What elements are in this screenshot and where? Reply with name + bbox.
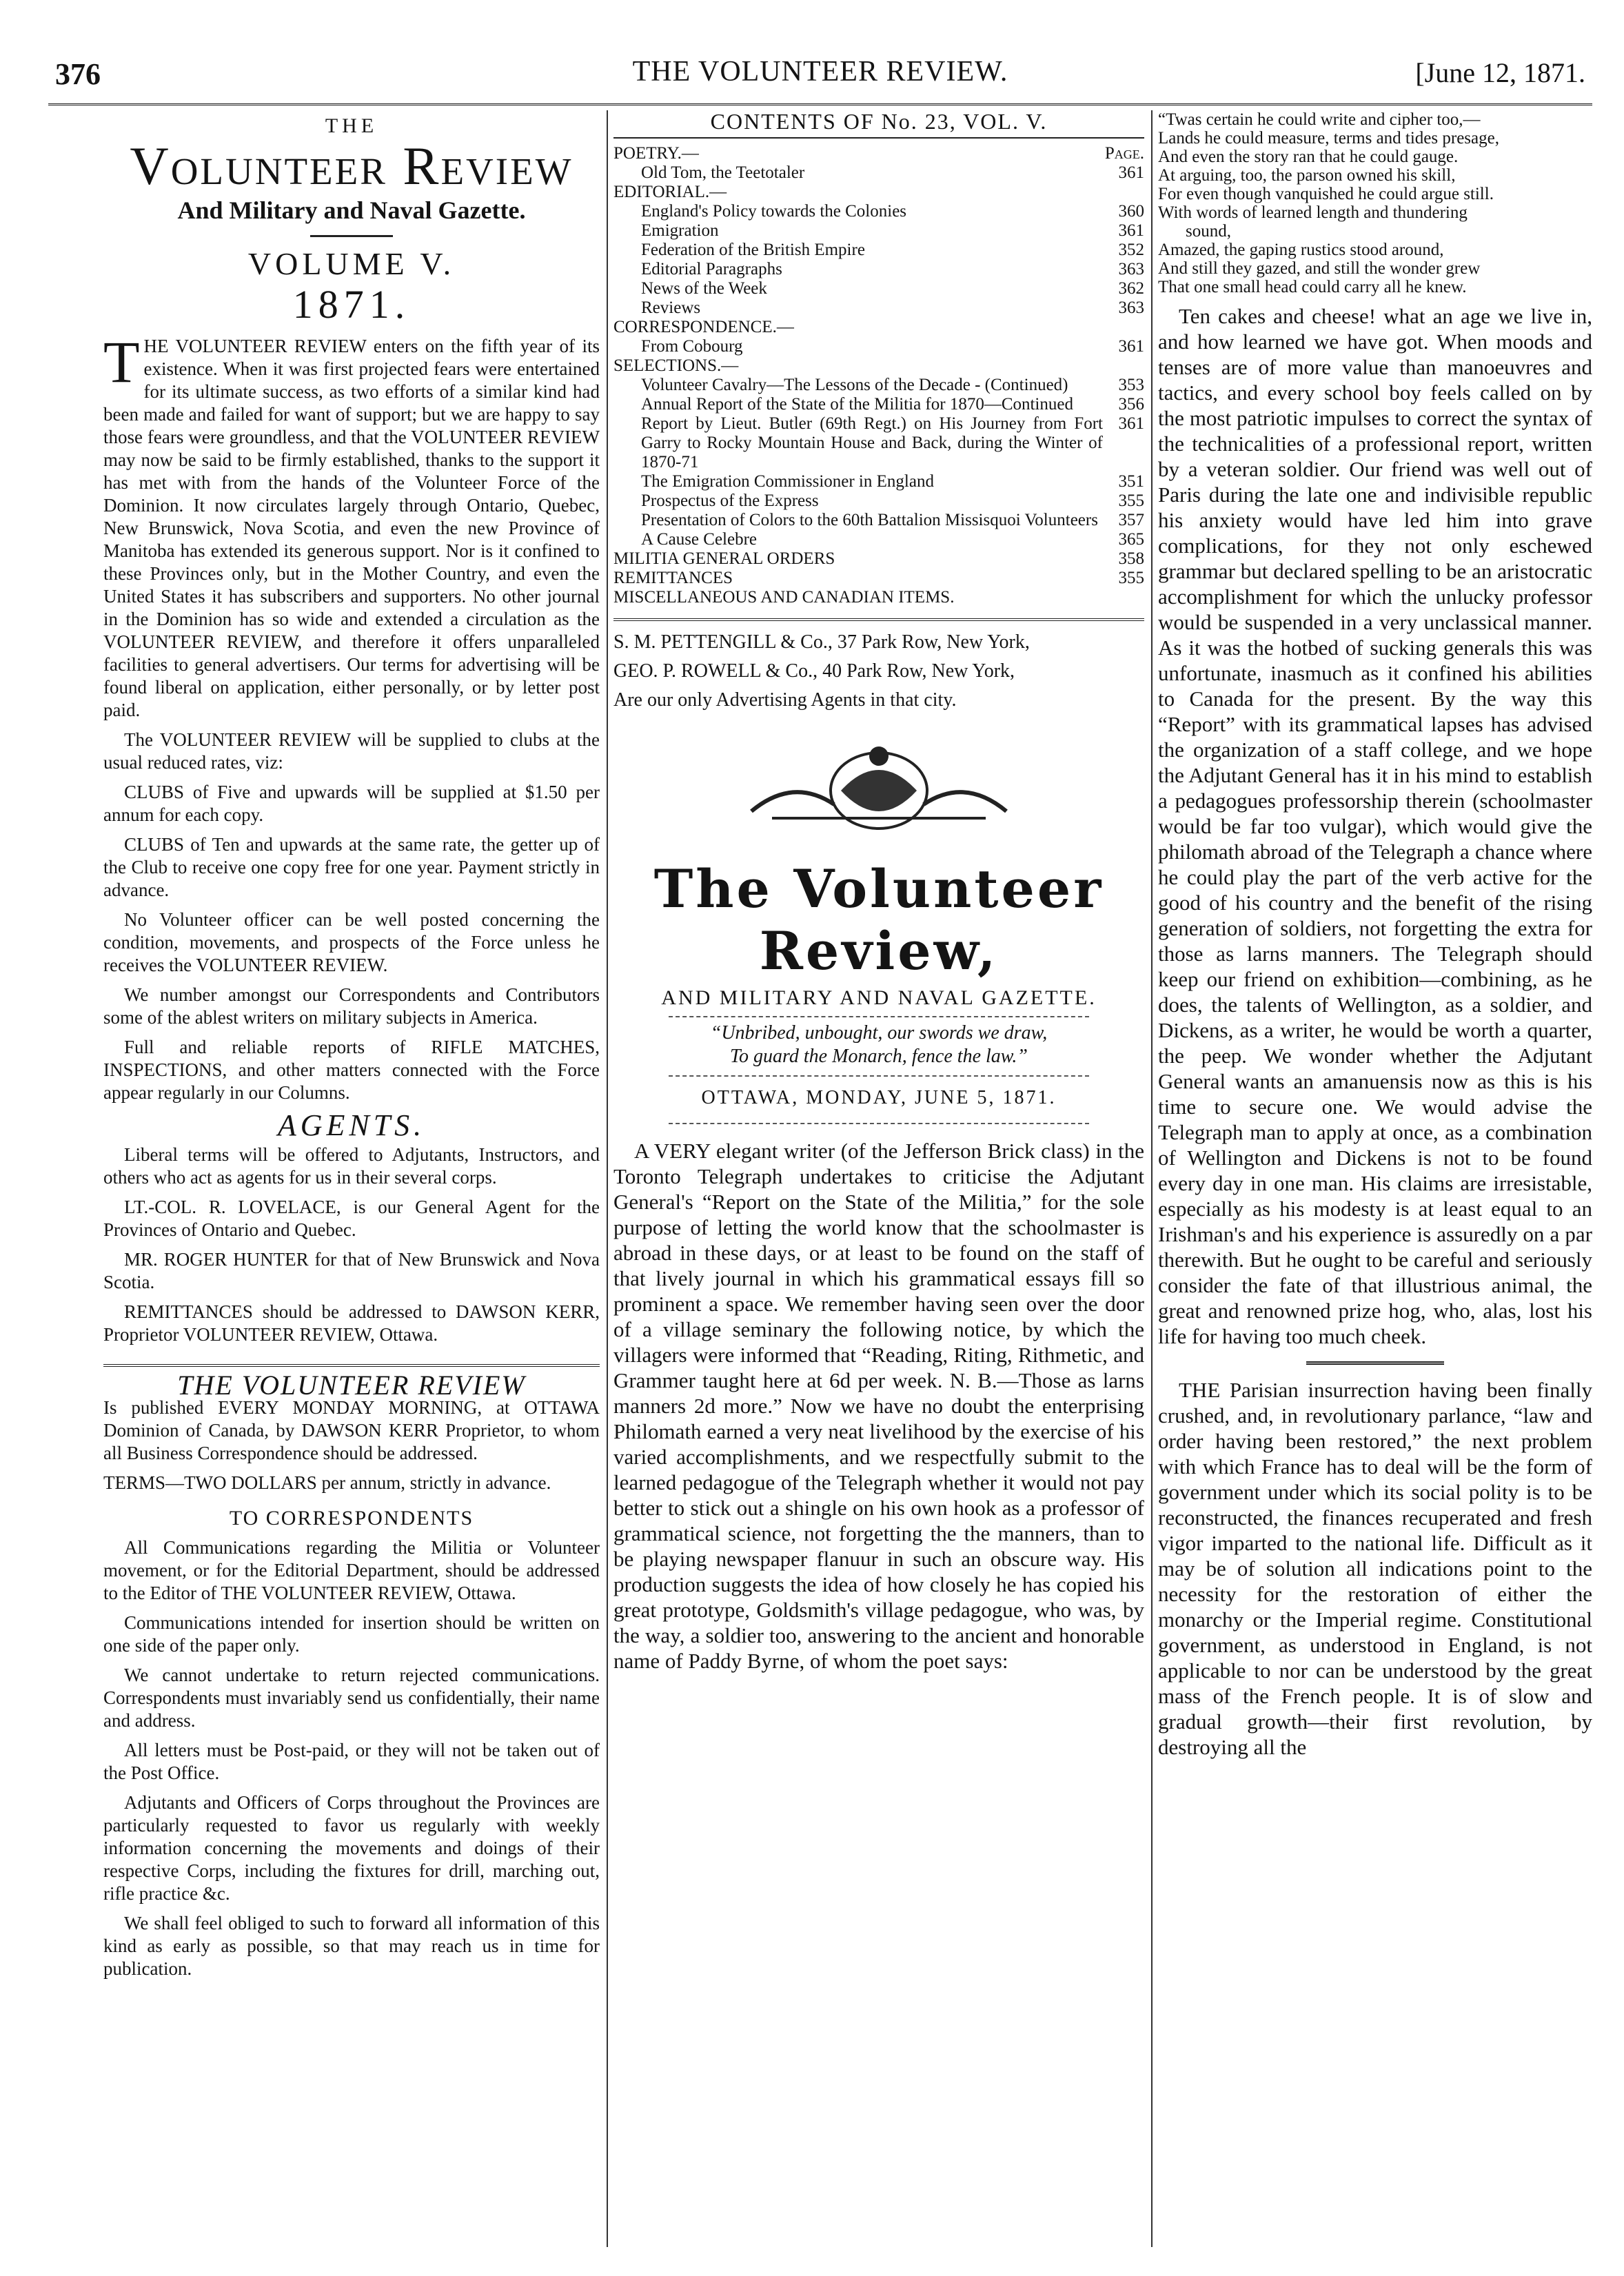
article-paragraph: A VERY elegant writer (of the Jefferson Brick class) in the Toronto Telegraph undertakes to criticise the Adjutant General's “Report on the State of the Militia,” for the sole purpose of letting the world know that the schoolmaster is abroad in these days, or at least to be found on the staff of that lively journal in which his grammatical essays fill so prominent a space. We remember having seen over the door of a village seminary the following notice, by which the villagers were informed that “Reading, Riting, Rithmetic, and Grammer taught here at 6d per week. N. B.—Those as larns manners 2d more.” Now we have no doubt the enterprising Philomath earned a very neat livelihood by the exercise of his varied accomplishments, and we respectfully submit to the learned pedagogue of the Telegraph whether it would not pay better to stick out a shingle on his own hook as a professor of grammatical science, not forgetting the the manners, than to be playing newspaper flanuur in such an obscure way. His production suggests the idea of how closely he has copied his great prototype, Goldsmith's village pedagogue, who was, by the way, a soldier too, answering to the ancient and honorable name of Paddy Byrne, of whom the poet says: — [613, 1139, 1144, 1673]
publish-heading: THE VOLUNTEER REVIEW — [103, 1364, 600, 1396]
poem-line: And even the story ran that he could gauge. — [1158, 148, 1459, 166]
correspondents-paragraph: Communications intended for insertion should be written on one side of the paper only. — [103, 1612, 600, 1656]
toc-item: REMITTANCES 355 — [613, 569, 1144, 587]
column-rule — [607, 110, 608, 2247]
running-header — [48, 41, 1592, 105]
agent-line: GEO. P. ROWELL & Co., 40 Park Row, New York, — [613, 660, 1015, 682]
poem-line: Amazed, the gaping rustics stood around, — [1158, 241, 1444, 259]
publish-paragraph: Is published EVERY MONDAY MORNING, at OTTAWA Dominion of Canada, by DAWSON KERR Proprietor, to whom all Business Correspondence should be addressed. — [103, 1397, 600, 1463]
agents-paragraph: LT.-COL. R. LOVELACE, is our General Agent for the Provinces of Ontario and Quebec. — [103, 1197, 600, 1240]
agents-paragraph: MR. ROGER HUNTER for that of New Brunswick and Nova Scotia. — [103, 1249, 600, 1292]
column-right — [1158, 110, 1592, 1767]
intro-paragraph: The VOLUNTEER REVIEW will be supplied to clubs at the usual reduced rates, viz: — [103, 729, 600, 773]
toc-section: EDITORIAL.— — [613, 183, 727, 201]
agents-paragraph: Liberal terms will be offered to Adjutants, Instructors, and others who act as agents for us in their several corps. — [103, 1144, 600, 1188]
divider — [669, 1075, 1089, 1077]
toc-item: Volunteer Cavalry—The Lessons of the Decade - (Continued) 353 — [641, 376, 1144, 394]
masthead-name: Volunteer Review — [130, 136, 574, 196]
poem-line: And still they gazed, and still the wonder grew — [1158, 259, 1481, 278]
toc-item: Editorial Paragraphs 363 — [641, 260, 1144, 278]
masthead-the: THE — [325, 114, 378, 137]
divider — [1306, 1361, 1444, 1365]
toc-section: SELECTIONS.— — [613, 356, 739, 375]
correspondents-paragraph: Adjutants and Officers of Corps throughout the Provinces are particularly requested to favor us regularly with weekly information concerning the movements and doings of their respective Corps, including the fixtures for drill, marching out, rifle practice &c. — [103, 1792, 600, 1904]
toc-item: Annual Report of the State of the Militia for 1870—Continued 356 — [641, 395, 1144, 414]
dateline: OTTAWA, MONDAY, JUNE 5, 1871. — [701, 1087, 1057, 1108]
poem-line: sound, — [1186, 222, 1231, 241]
divider — [669, 1016, 1089, 1017]
correspondents-paragraph: All Communications regarding the Militia or Volunteer movement, or for the Editorial Department, should be addressed to the Editor of THE VOLUNTEER REVIEW, Ottawa. — [103, 1537, 600, 1603]
contents-title: CONTENTS OF No. 23, VOL. V. — [613, 110, 1144, 139]
toc-item: MILITIA GENERAL ORDERS 358 — [613, 549, 1144, 568]
issue-date: [June 12, 1871. — [1415, 57, 1585, 88]
correspondents-paragraph: We cannot undertake to return rejected communications. Correspondents must invariably send us confidentially, their name and address. — [103, 1665, 600, 1731]
toc-item: Old Tom, the Teetotaler 361 — [641, 163, 1144, 182]
intro-paragraph: No Volunteer officer can be well posted concerning the condition, movements, and prospects of the Force unless he receives the VOLUNTEER REVIEW. — [103, 909, 600, 975]
toc-item: Prospectus of the Express 355 — [641, 491, 1144, 510]
toc-item: News of the Week 362 — [641, 279, 1144, 298]
toc-item: Presentation of Colors to the 60th Battalion Missisquoi Volunteers 357 — [641, 511, 1144, 529]
newspaper-page — [48, 41, 1592, 2247]
year-label: 1871. — [292, 282, 411, 327]
intro-paragraph: CLUBS of Five and upwards will be supplied at $1.50 per annum for each copy. — [103, 782, 600, 825]
paper-subtitle: AND MILITARY AND NAVAL GAZETTE. — [661, 986, 1097, 1009]
poem-line: Lands he could measure, terms and tides presage, — [1158, 129, 1499, 148]
intro-paragraph: CLUBS of Ten and upwards at the same rate, the getter up of the Club to receive one copy free for one year. Payment strictly in advance. — [103, 834, 600, 900]
page-number: 376 — [55, 57, 101, 91]
agents-paragraph: REMITTANCES should be addressed to DAWSON KERR, Proprietor VOLUNTEER REVIEW, Ottawa. — [103, 1301, 600, 1345]
poem-line: At arguing, too, the parson owned his skill, — [1158, 166, 1456, 185]
page-label: Page. — [1104, 144, 1144, 163]
article-paragraph: THE Parisian insurrection having been finally crushed, and, in revolutionary parlance, “law and order having been restored,” the next problem with which France has to deal will be the form of government under which its social polity is to be reconstructed, the finances recuperated and fresh vigor imparted to the national life. Difficult as it may be of solution all indications point to the necessity for the restoration of either the monarchy or the Imperial regime. Constitutional government, as understood in England, is not applicable to nor can be understood by the great mass of the French people. It is of slow and gradual growth—their first revolution, by destroying all the — [1158, 1378, 1592, 1759]
volume-label: VOLUME V. — [247, 246, 456, 281]
column-middle — [613, 110, 1144, 1680]
article-paragraph: Ten cakes and cheese! what an age we live in, and how learned we have got. When moods and tenses are of more value than manoeuvres and tactics, and every school boy feels called on by the most patriotic impulses to correct the syntax of the technicalities of a professional report, written by a veteran soldier. Our friend was well out of Paris during the late one and indivisible republic his anxiety would have led him into grave complications, for they not only eschewed grammar but declared spelling to be an aristocratic accomplishment for which the unlucky professor would be suspended in a very unclassical manner. As it was the hotbed of sucking generals this was unfortunate, inasmuch as it confined his abilities to Canada for the present. By the way this “Report” with its grammatical lapses has advised the organization of a staff college, and we hope the Adjutant General has it in his mind to establish a pedagogues professorship therein (schoolmaster would be far too vulgar), which would give the philomath abroad of the Telegraph a chance where he could play the part of the verb active for the good of his country and the benefit of the rising generation of soldiers, not forgetting the extra for those as larns manners. The Telegraph should keep our friend on exhibition—combining, as he does, the talents of Wellington, as a soldier, and Dickens, as a writer, he would be worth a quarter, the peep. We wonder whether the Adjutant General wants an amanuensis now as this is his time to secure one. We would advise the Telegraph man to apply at once, as a combination of Wellington and Dickens is not to be found every day in one man. His claims are irresistable, especially as his modesty is at least equal to an Irishman's and his experience is assuredly on a par therewith. But he ought to be careful and seriously consider the fate of that illustrious animal, the great and renowned prize hog, who, alas, lost his life for having too much cheek. — [1158, 304, 1592, 1348]
toc-section: CORRESPONDENCE.— — [613, 318, 794, 336]
motto: “Unbribed, unbought, our swords we draw, To guard the Monarch, fence the law.” — [710, 1022, 1048, 1067]
poem-line: With words of learned length and thundering — [1158, 203, 1468, 222]
intro-paragraph: THE VOLUNTEER REVIEW enters on the fifth year of its existence. When it was first projected fears were entertained for its ultimate success, as two efforts of a similar kind had been made and failed for want of support; but we are happy to say those fears were groundless, and that the VOLUNTEER REVIEW may now be said to be firmly established, thanks to the support it has met with from the hands of the Volunteer Force of the Dominion. It now circulates largely through Ontario, Quebec, New Brunswick, Nova Scotia, and even the new Province of Manitoba has extended its generous support. Nor is it confined to these Provinces only, but in the Mother Country, and even the United States it has subscribers and supporters. No other journal in the Dominion has so wide and extended a circulation as the VOLUNTEER REVIEW, and therefore it offers unparalleled facilities to general advertisers. Our terms for advertising will be found liberal on application, either personally, or by letter post paid. — [103, 329, 600, 720]
toc-item: Report by Lieut. Butler (69th Regt.) on His Journey from Fort Garry to Rocky Mountain House and Back, during the Winter of 1870-71 361 — [641, 414, 1144, 471]
toc-item: Reviews 363 — [641, 298, 1144, 317]
toc-item: A Cause Celebre 365 — [641, 530, 1144, 549]
toc-item: MISCELLANEOUS AND CANADIAN ITEMS. — [613, 588, 955, 607]
advertising-agents — [613, 618, 1144, 712]
toc-item: The Emigration Commissioner in England 351 — [641, 472, 1144, 491]
running-title: THE VOLUNTEER REVIEW. — [632, 56, 1008, 88]
correspondents-paragraph: We shall feel obliged to such to forward all information of this kind as early as possible, so that may reach us in time for publication. — [103, 1913, 600, 1979]
royal-arms-ornament — [613, 735, 1144, 839]
toc-item: From Cobourg 361 — [641, 337, 1144, 356]
column-left — [103, 110, 600, 1987]
intro-paragraph: Full and reliable reports of RIFLE MATCHES, INSPECTIONS, and other matters connected with the Force appear regularly in our Columns. — [103, 1037, 600, 1103]
column-rule — [1151, 110, 1153, 2247]
table-of-contents — [613, 144, 1144, 607]
toc-item: Federation of the British Empire 352 — [641, 241, 1144, 259]
correspondents-heading: TO CORRESPONDENTS — [229, 1507, 474, 1530]
divider — [310, 235, 393, 237]
toc-section: POETRY.— Page. — [613, 144, 1144, 163]
intro-paragraph: We number amongst our Correspondents and Contributors some of the ablest writers on military subjects in America. — [103, 984, 600, 1028]
masthead-subtitle: And Military and Naval Gazette. — [177, 196, 526, 224]
quoted-poem — [1158, 110, 1592, 296]
poem-line: That one small head could carry all he knew. — [1158, 278, 1467, 296]
divider — [669, 1123, 1089, 1124]
poem-line: “Twas certain he could write and cipher too,— — [1158, 110, 1481, 129]
agent-line: S. M. PETTENGILL & Co., 37 Park Row, New York, — [613, 631, 1030, 653]
agent-line: Are our only Advertising Agents in that city. — [613, 689, 957, 711]
editorial-body — [613, 1138, 1144, 1674]
poem-line: For even though vanquished he could argue still. — [1158, 185, 1494, 203]
publish-paragraph: TERMS—TWO DOLLARS per annum, strictly in advance. — [103, 1472, 551, 1493]
paper-title: The Volunteer Review, — [653, 858, 1104, 982]
agents-heading: AGENTS. — [277, 1108, 426, 1142]
drop-cap: T — [103, 329, 140, 395]
toc-item: England's Policy towards the Colonies 360 — [641, 202, 1144, 221]
toc-item: Emigration 361 — [641, 221, 1144, 240]
correspondents-paragraph: All letters must be Post-paid, or they will not be taken out of the Post Office. — [103, 1740, 600, 1783]
